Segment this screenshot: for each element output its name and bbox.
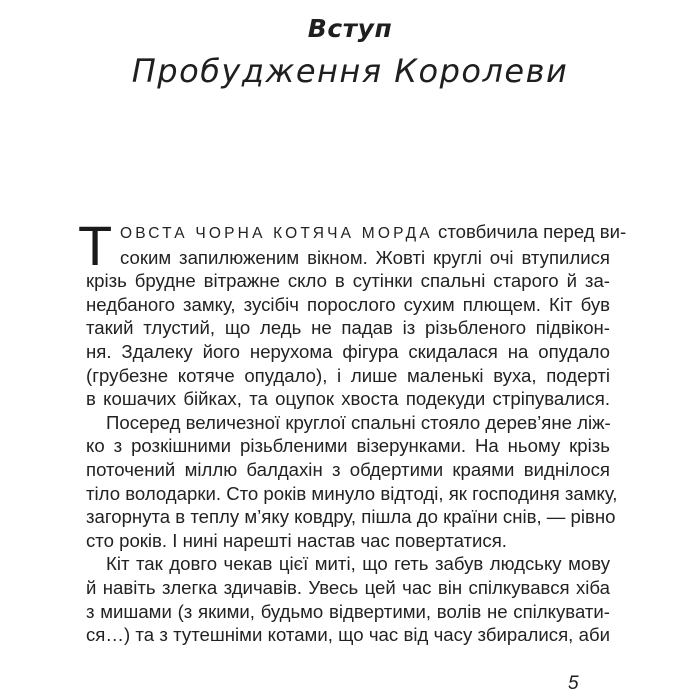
text-line: крізь брудне вітражне скло в сутінки спальні старого й за- <box>86 270 610 292</box>
text-line: ко з розкішними різьбленими візерунками. На ньому крізь <box>86 435 610 457</box>
text-line: загорнута в теплу м’яку ковдру, пішла до країни снів, — рівно <box>86 506 616 528</box>
paragraph <box>78 214 627 411</box>
text-line: й навіть злегка здичавів. Увесь цей час він спілкувався хіба <box>86 576 610 598</box>
drop-cap: Т <box>78 214 113 277</box>
body-text <box>78 214 627 647</box>
paragraph <box>86 552 610 646</box>
opening-smallcaps: ОВСТА ЧОРНА КОТЯЧА МОРДА <box>120 225 433 242</box>
chapter-label: Вступ <box>307 14 393 43</box>
text-line: ся…) та з тутешніми котами, що час від часу збиралися, аби <box>86 624 610 646</box>
text-line: тіло володарки. Сто років минуло відтоді, як господиня замку, <box>86 482 618 504</box>
text-line: такий тлустий, що ледь не падав із різьбленого підвікон- <box>86 317 610 339</box>
text-line: ня. Здалеку його нерухома фігура скидалася на опудало <box>86 340 610 362</box>
paragraph <box>86 411 618 553</box>
page-number: 5 <box>568 673 579 694</box>
text-line: в кошачих бійках, та оцупок хвоста подекуди стріпувалися. <box>86 388 610 410</box>
text-line: Посеред величезної круглої спальні стояло дерев’яне ліж- <box>106 411 611 433</box>
chapter-title: Пробудження Королеви <box>131 52 569 90</box>
text-line: (грубезне котяче опудало), і лише маленькі вуха, подерті <box>86 364 610 386</box>
text-line: стовбичила перед ви- <box>438 221 627 242</box>
text-line: Кіт так довго чекав цієї миті, що геть забув людську мову <box>106 553 610 575</box>
text-line: з мишами (з якими, будьмо відвертими, волів не спілкувати- <box>86 600 610 622</box>
text-line: соким запилюженим вікном. Жовті круглі очі втупилися <box>120 246 610 268</box>
text-line: недбаного замку, зусібіч порослого сухим плющем. Кіт був <box>86 293 610 315</box>
text-line: сто років. І нині нарешті настав час повертатися. <box>86 529 507 551</box>
text-line: поточений міллю балдахін з обдертими краями виднілося <box>86 458 610 480</box>
